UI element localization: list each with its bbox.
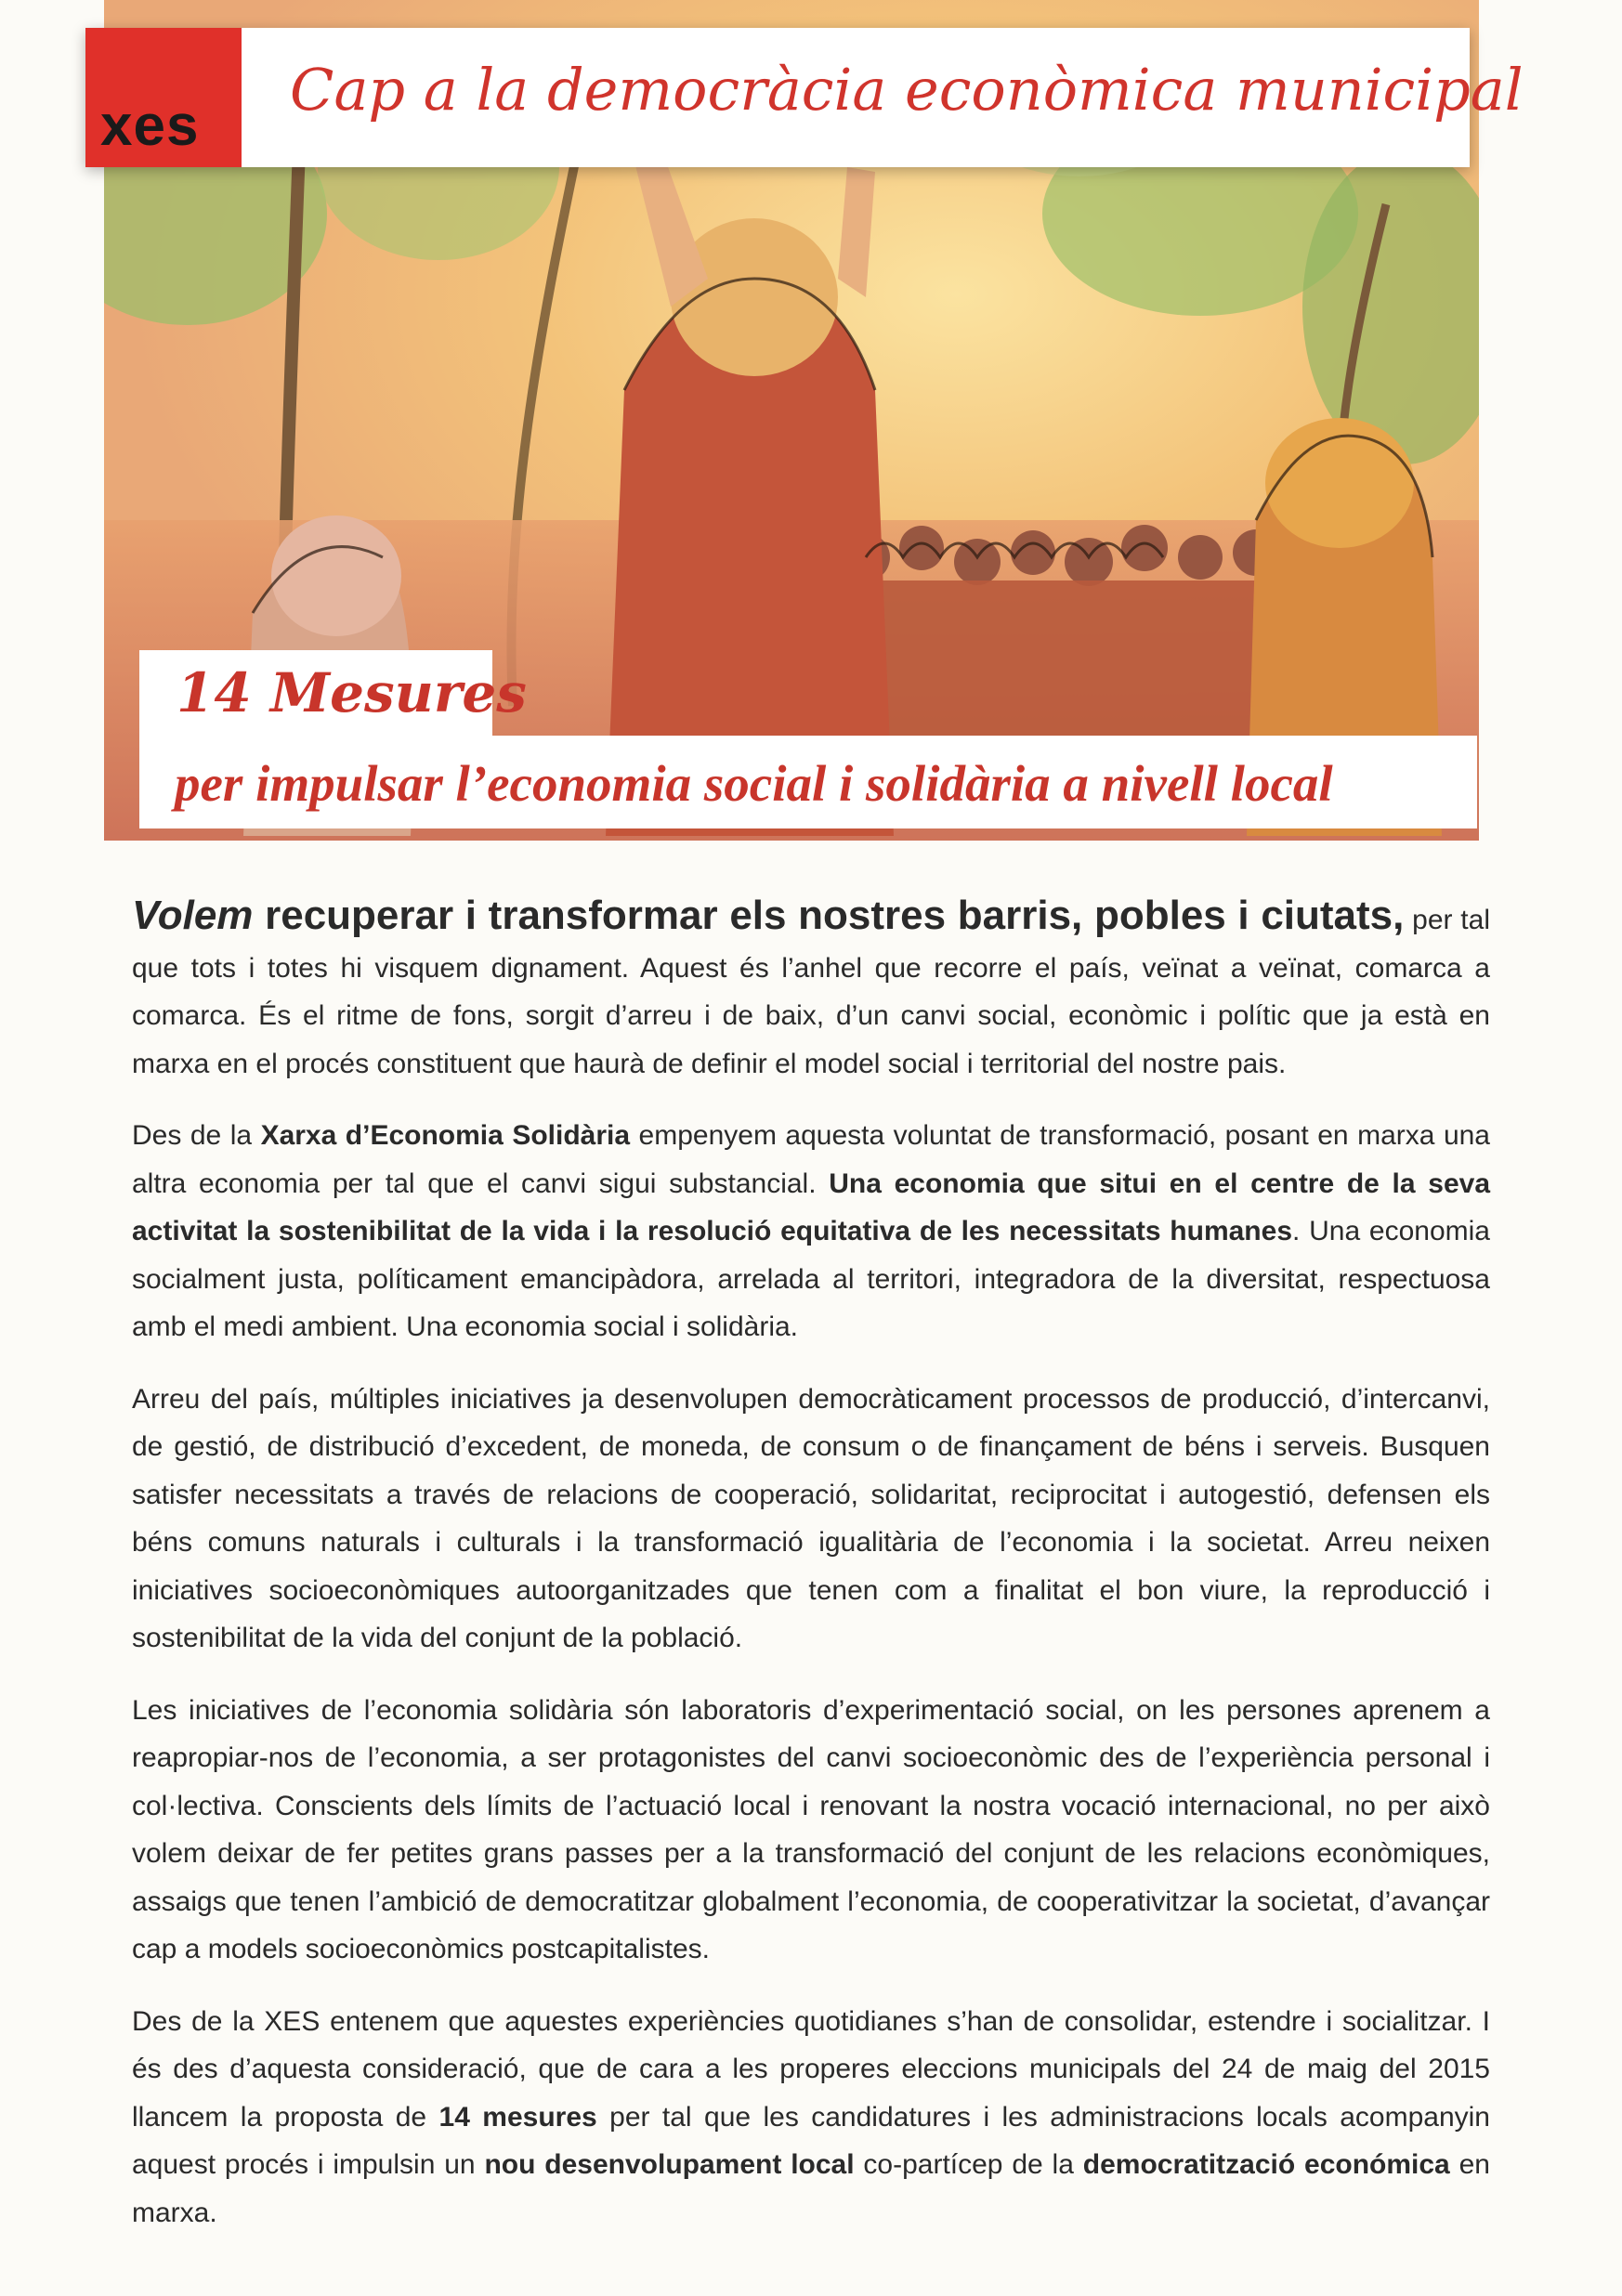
body-text — [132, 892, 1490, 2261]
paragraph-5: Des de la XES entenem que aquestes experiències quotidianes s’han de consolidar, estendre i socialitzar. I és des d’aquesta consideració, que de cara a les properes eleccions municipals del 24 de maig del 2015 llancem la proposta de 14 mesures per tal que les candidatures i les administracions locals acompanyin aquest procés i impulsin un nou desenvolupament local co-partícep de la democratització económica en marxa. — [132, 2005, 1490, 2228]
xes-logo: xes — [85, 28, 242, 167]
subtitle-box — [139, 736, 1477, 828]
paragraph-4: Les iniciatives de l’economia solidària són laboratoris d’experimentació social, on les persones aprenem a reapropiar-nos de l’economia, a ser protagonistes del canvi socioeconòmic des de l’experiència personal i col·lectiva. Conscients dels límits de l’actuació local i renovant la nostra vocació internacional, no per això volem deixar de fer petites grans passes per a la transformació del conjunt de les relacions econòmiques, assaigs que tenen l’ambició de democratitzar globalment l’economia, de cooperativitzar la societat, d’avançar cap a models socioeconòmics postcapitalistes. — [132, 1694, 1490, 1964]
subtitle: per impulsar l’economia social i solidària a nivell local — [175, 755, 1333, 812]
paragraph-1: Volem recuperar i transformar els nostres barris, pobles i ciutats, per tal que tots i totes hi visquem dignament. Aquest és l’anhel que recorre el país, veïnat a veïnat, comarca a comarca. És el ritme de fons, sorgit d’arreu i de baix, d’un canvi social, econòmic i polític que ja està en marxa en el procés constituent que haurà de definir el model social i territorial del nostre pais. — [132, 893, 1490, 1079]
paragraph-2: Des de la Xarxa d’Economia Solidària empenyem aquesta voluntat de transformació, posant en marxa una altra economia per tal que el canvi sigui substancial. Una economia que situi en el centre de la seva activitat la sostenibilitat de la vida i la resolució equitativa de les necessitats humanes. Una economia socialment justa, políticament emancipàdora, arrelada al territori, integradora de la diversitat, respectuosa amb el medi ambient. Una economia social i solidària. — [132, 1120, 1491, 1342]
title-banner — [85, 28, 1524, 167]
banner-title: Cap a la democràcia econòmica municipal — [290, 56, 1524, 124]
paragraph-3: Arreu del país, múltiples iniciatives ja desenvolupen democràticament processos de producció, d’intercanvi, de gestió, de distribució d’excedent, de moneda, de consum o de finançament de béns i serveis. Busquen satisfer necessitats a través de relacions de cooperació, solidaritat, reciprocitat i autogestió, defensen els béns comuns naturals i culturals i la transformació igualitària de l’economia i la societat. Arreu neixen iniciatives socioeconòmiques autoorganitzades que tenen com a finalitat el bon viure, la reproducció i sostenibilitat de la vida del conjunt de la població. — [132, 1383, 1490, 1653]
measures-label-box — [139, 650, 527, 738]
measures-title: 14 Mesures — [177, 661, 527, 724]
